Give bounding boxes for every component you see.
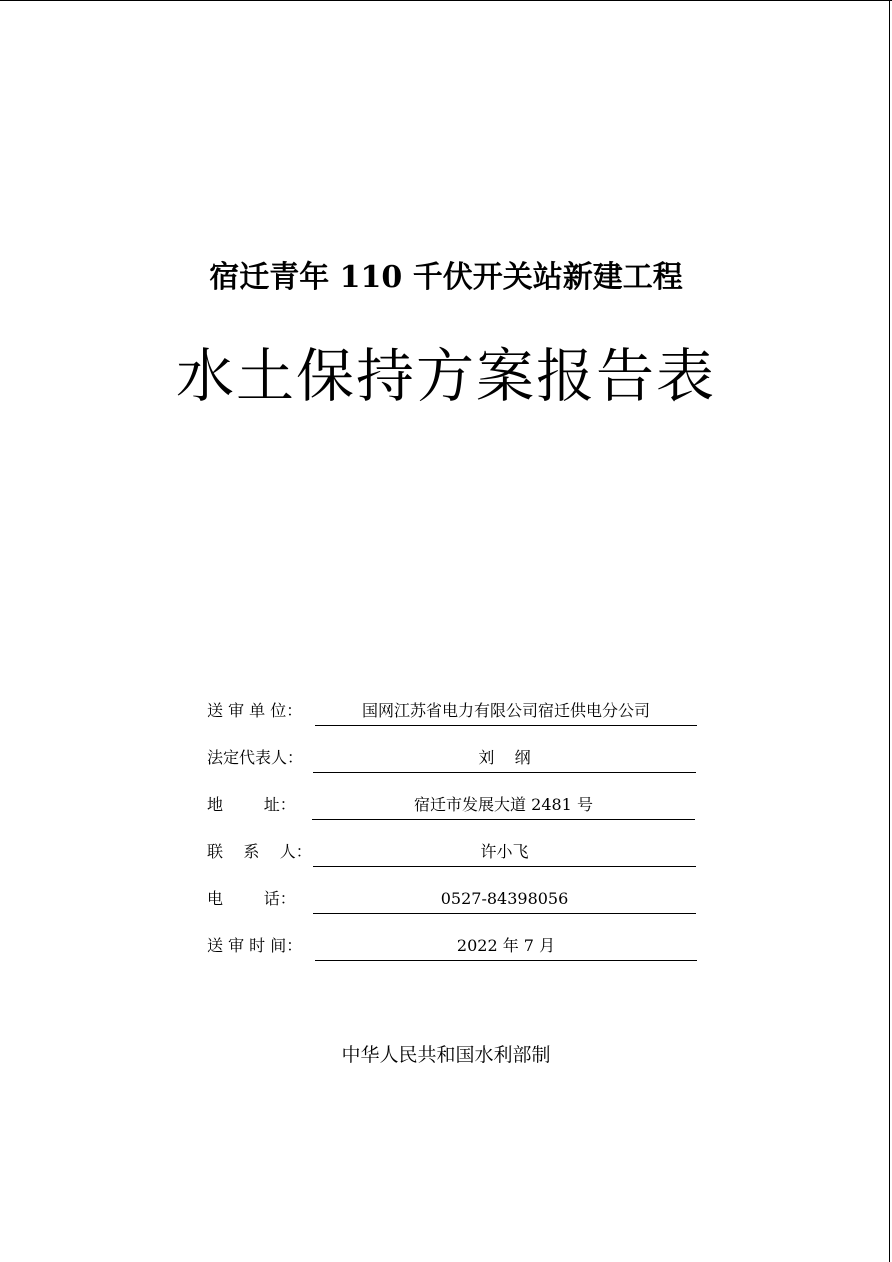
submission-date-row <box>207 932 699 960</box>
contact-person-label: 联 系 人： <box>207 842 312 861</box>
legal-representative-label: 法定代表人： <box>207 748 304 767</box>
right-border-line <box>889 0 890 1262</box>
phone-label: 电 话： <box>207 889 296 908</box>
legal-representative-value: 刘 纲 <box>313 744 696 773</box>
address-label: 地 址： <box>207 795 296 814</box>
report-title: 水土保持方案报告表 <box>175 342 716 410</box>
publisher-line: 中华人民共和国水利部制 <box>341 1044 551 1066</box>
contact-person-row <box>207 838 699 866</box>
submission-date-value: 2022 年 7 月 <box>315 932 697 961</box>
top-border-line <box>0 0 892 1</box>
address-value: 宿迁市发展大道 2481 号 <box>312 791 695 820</box>
submitting-unit-label: 送 审 单 位： <box>207 701 303 720</box>
phone-row <box>207 885 699 913</box>
submission-date-label: 送 审 时 间： <box>207 936 303 955</box>
submitting-unit-row <box>207 697 699 725</box>
submitting-unit-value: 国网江苏省电力有限公司宿迁供电分公司 <box>315 697 697 726</box>
address-row <box>207 791 699 819</box>
contact-person-value: 许小飞 <box>313 838 696 867</box>
project-title: 宿迁青年 110 千伏开关站新建工程 <box>209 260 683 295</box>
legal-representative-row <box>207 744 699 772</box>
phone-value: 0527-84398056 <box>313 885 696 914</box>
